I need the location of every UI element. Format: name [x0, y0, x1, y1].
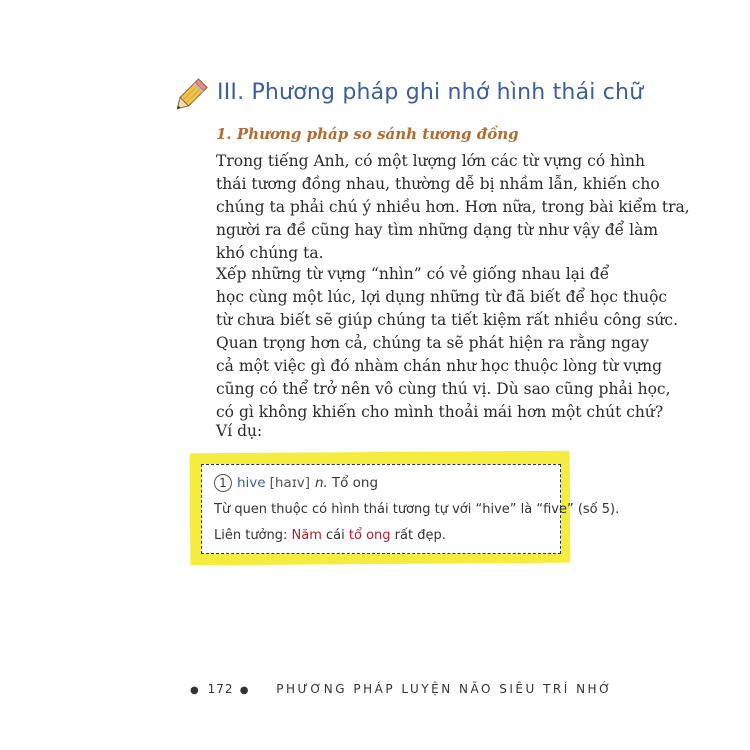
paragraph-line: Trong tiếng Anh, có một lượng lớn các từ vựng có hình [216, 152, 645, 170]
paragraph-line: Xếp những từ vựng “nhìn” có vẻ giống nhau lại để [216, 265, 610, 283]
pencil-icon [170, 76, 210, 116]
paragraph-line: Quan trọng hơn cả, chúng ta sẽ phát hiện ra rằng ngay [216, 334, 649, 352]
pronunciation: [haɪv] [269, 475, 310, 491]
paragraph-1 [216, 150, 690, 265]
paragraph-3 [216, 420, 570, 443]
paragraph-line: thái tương đồng nhau, thường dễ bị nhầm lẫn, khiến cho [216, 175, 660, 193]
association-text: cái [321, 528, 349, 543]
paragraph-line: có gì không khiến cho mình thoải mái hơn một chút chứ? [216, 403, 664, 421]
section-heading: III. Phương pháp ghi nhớ hình thái chữ [217, 80, 644, 105]
association-highlight: tổ ong [348, 528, 391, 543]
association-label: Liên tưởng: [214, 528, 292, 543]
bullet-icon: ● [239, 685, 252, 696]
paragraph-line: từ chưa biết sẽ giúp chúng ta tiết kiệm rất nhiều công sức. [216, 311, 679, 329]
association-highlight: Năm [291, 528, 322, 543]
paragraph-line: cả một việc gì đó nhàm chán như học thuộc lòng từ vựng [216, 357, 662, 375]
paragraph-2 [216, 263, 679, 424]
bullet-icon: ● [190, 685, 202, 696]
example-entry [214, 474, 378, 492]
paragraph-line: khó chúng ta. [216, 244, 324, 262]
book-title: PHƯƠNG PHÁP LUYỆN NÃO SIÊU TRÍ NHỚ [276, 682, 613, 696]
paragraph-line: học cùng một lúc, lợi dụng những từ đã biết để học thuộc [216, 288, 668, 306]
association-line [214, 528, 446, 543]
word-meaning: Tổ ong [331, 475, 379, 491]
page-number: 172 [207, 682, 234, 696]
paragraph-line: chúng ta phải chú ý nhiều hơn. Hơn nữa, trong bài kiểm tra, [216, 198, 690, 216]
paragraph-line: người ra đề cũng hay tìm những dạng từ như vậy để làm [216, 221, 659, 239]
similar-word-note: Từ quen thuộc có hình thái tương tự với “hive” là “five” (số 5). [214, 502, 620, 517]
subsection-heading: 1. Phương pháp so sánh tương đồng [216, 125, 519, 143]
association-text: rất đẹp. [390, 528, 446, 543]
paragraph-line: cũng có thể trở nên vô cùng thú vị. Dù sao cũng phải học, [216, 380, 671, 398]
page-footer [190, 682, 613, 696]
example-word: hive [237, 475, 266, 491]
paragraph-line: Ví dụ: [216, 422, 263, 440]
part-of-speech: n. [314, 475, 328, 491]
circled-number: 1 [214, 474, 232, 492]
